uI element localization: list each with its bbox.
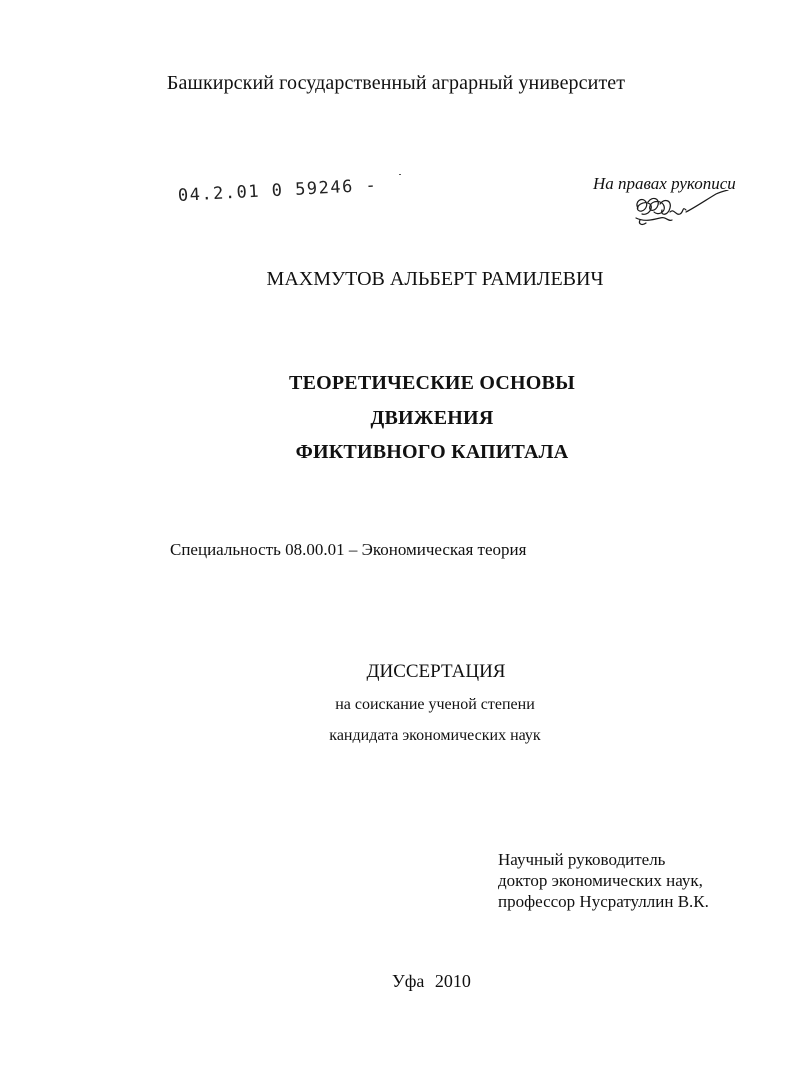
document-type-label: ДИССЕРТАЦИЯ	[366, 661, 506, 682]
dissertation-title-line: ДВИЖЕНИЯ	[370, 407, 494, 429]
registration-stamp-number: 04.2.01 0 59246 -	[177, 175, 378, 206]
degree-line: на соискание ученой степени	[335, 696, 535, 713]
city-year: Уфа 2010	[392, 971, 471, 991]
scan-speck	[399, 174, 401, 175]
handwritten-signature	[630, 190, 730, 235]
advisor-role: Научный руководитель	[498, 850, 666, 869]
university-name: Башкирский государственный аграрный университет	[166, 72, 626, 94]
specialty-code: Специальность 08.00.01 – Экономическая теория	[170, 540, 527, 559]
author-name: МАХМУТОВ АЛЬБЕРТ РАМИЛЕВИЧ	[266, 268, 604, 290]
rights-note: На правах рукописи	[593, 174, 736, 193]
degree-line: кандидата экономических наук	[329, 727, 541, 744]
dissertation-title-line: ТЕОРЕТИЧЕСКИЕ ОСНОВЫ	[289, 372, 575, 394]
advisor-name: профессор Нусратуллин В.К.	[498, 892, 709, 911]
advisor-degree: доктор экономических наук,	[498, 871, 703, 890]
dissertation-title-line: ФИКТИВНОГО КАПИТАЛА	[295, 441, 569, 463]
